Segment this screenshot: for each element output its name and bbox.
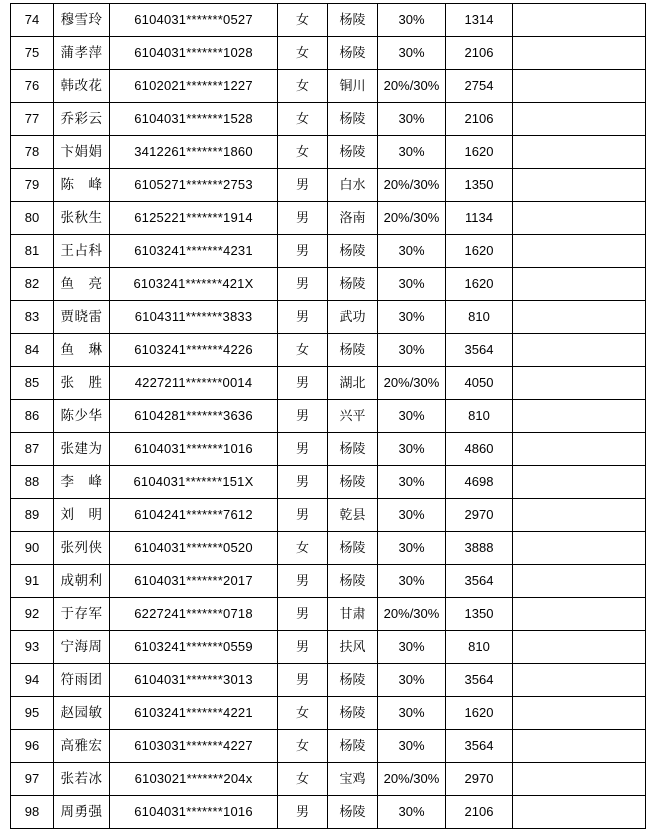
- cell-name: 乔彩云: [54, 103, 110, 136]
- cell-region: 白水: [328, 169, 378, 202]
- table-row: [11, 70, 646, 103]
- cell-region: 扶风: [328, 631, 378, 664]
- cell-amount: 1620: [446, 697, 513, 730]
- table-row: [11, 169, 646, 202]
- table-row: [11, 664, 646, 697]
- table-row: [11, 631, 646, 664]
- cell-region: 宝鸡: [328, 763, 378, 796]
- table-row: [11, 730, 646, 763]
- cell-name: 鱼 琳: [54, 334, 110, 367]
- cell-region: 杨陵: [328, 730, 378, 763]
- cell-region: 湖北: [328, 367, 378, 400]
- cell-name: 张 胜: [54, 367, 110, 400]
- cell-amount: 1620: [446, 136, 513, 169]
- cell-id: 6104031*******3013: [110, 664, 278, 697]
- cell-gender: 男: [278, 631, 328, 664]
- cell-id: 6103241*******4221: [110, 697, 278, 730]
- cell-id: 6105271*******2753: [110, 169, 278, 202]
- cell-id: 3412261*******1860: [110, 136, 278, 169]
- cell-name: 成朝利: [54, 565, 110, 598]
- table-row: [11, 466, 646, 499]
- cell-amount: 3564: [446, 334, 513, 367]
- cell-amount: 2970: [446, 763, 513, 796]
- cell-rate: 20%/30%: [378, 70, 446, 103]
- cell-gender: 女: [278, 4, 328, 37]
- cell-name: 韩改花: [54, 70, 110, 103]
- cell-name: 张若冰: [54, 763, 110, 796]
- cell-region: 乾县: [328, 499, 378, 532]
- cell-no: 94: [11, 664, 54, 697]
- cell-name: 穆雪玲: [54, 4, 110, 37]
- cell-name: 张列侠: [54, 532, 110, 565]
- cell-region: 洛南: [328, 202, 378, 235]
- cell-region: 杨陵: [328, 697, 378, 730]
- cell-region: 杨陵: [328, 4, 378, 37]
- table-row: [11, 301, 646, 334]
- cell-gender: 女: [278, 334, 328, 367]
- cell-gender: 女: [278, 136, 328, 169]
- cell-id: 6227241*******0718: [110, 598, 278, 631]
- cell-id: 6125221*******1914: [110, 202, 278, 235]
- cell-region: 杨陵: [328, 136, 378, 169]
- cell-region: 杨陵: [328, 334, 378, 367]
- cell-rate: 20%/30%: [378, 367, 446, 400]
- cell-id: 6104241*******7612: [110, 499, 278, 532]
- cell-id: 6102021*******1227: [110, 70, 278, 103]
- cell-name: 蒲孝萍: [54, 37, 110, 70]
- cell-amount: 810: [446, 400, 513, 433]
- cell-rate: 30%: [378, 103, 446, 136]
- cell-blank: [513, 334, 646, 367]
- cell-amount: 2106: [446, 37, 513, 70]
- cell-id: 6103031*******4227: [110, 730, 278, 763]
- table-row: [11, 4, 646, 37]
- cell-amount: 2106: [446, 103, 513, 136]
- cell-rate: 30%: [378, 37, 446, 70]
- cell-blank: [513, 367, 646, 400]
- cell-amount: 2754: [446, 70, 513, 103]
- cell-no: 90: [11, 532, 54, 565]
- table-row: [11, 37, 646, 70]
- cell-rate: 30%: [378, 796, 446, 829]
- table-row: [11, 499, 646, 532]
- cell-gender: 男: [278, 466, 328, 499]
- cell-rate: 30%: [378, 565, 446, 598]
- cell-rate: 20%/30%: [378, 763, 446, 796]
- cell-no: 91: [11, 565, 54, 598]
- cell-gender: 男: [278, 235, 328, 268]
- cell-amount: 1350: [446, 169, 513, 202]
- cell-rate: 30%: [378, 301, 446, 334]
- cell-amount: 3564: [446, 565, 513, 598]
- cell-gender: 男: [278, 796, 328, 829]
- cell-blank: [513, 70, 646, 103]
- cell-region: 杨陵: [328, 37, 378, 70]
- table-row: [11, 763, 646, 796]
- cell-name: 高雅宏: [54, 730, 110, 763]
- cell-amount: 1620: [446, 235, 513, 268]
- cell-no: 89: [11, 499, 54, 532]
- cell-gender: 男: [278, 202, 328, 235]
- cell-rate: 30%: [378, 697, 446, 730]
- cell-name: 王占科: [54, 235, 110, 268]
- cell-region: 兴平: [328, 400, 378, 433]
- cell-amount: 1350: [446, 598, 513, 631]
- cell-name: 贾晓雷: [54, 301, 110, 334]
- cell-gender: 女: [278, 532, 328, 565]
- cell-rate: 30%: [378, 499, 446, 532]
- table-row: [11, 565, 646, 598]
- cell-id: 4227211*******0014: [110, 367, 278, 400]
- cell-no: 95: [11, 697, 54, 730]
- cell-name: 陈少华: [54, 400, 110, 433]
- cell-amount: 810: [446, 301, 513, 334]
- cell-region: 杨陵: [328, 565, 378, 598]
- cell-blank: [513, 235, 646, 268]
- cell-name: 刘 明: [54, 499, 110, 532]
- cell-name: 张秋生: [54, 202, 110, 235]
- cell-blank: [513, 268, 646, 301]
- cell-rate: 30%: [378, 334, 446, 367]
- cell-amount: 3564: [446, 664, 513, 697]
- cell-blank: [513, 4, 646, 37]
- cell-gender: 女: [278, 730, 328, 763]
- cell-region: 杨陵: [328, 268, 378, 301]
- cell-no: 88: [11, 466, 54, 499]
- cell-name: 赵园敏: [54, 697, 110, 730]
- cell-gender: 男: [278, 565, 328, 598]
- cell-rate: 30%: [378, 235, 446, 268]
- cell-id: 6104031*******0520: [110, 532, 278, 565]
- cell-id: 6104031*******1016: [110, 433, 278, 466]
- cell-no: 78: [11, 136, 54, 169]
- cell-id: 6103021*******204x: [110, 763, 278, 796]
- cell-rate: 30%: [378, 268, 446, 301]
- cell-amount: 1314: [446, 4, 513, 37]
- cell-no: 81: [11, 235, 54, 268]
- cell-id: 6103241*******4226: [110, 334, 278, 367]
- cell-rate: 20%/30%: [378, 202, 446, 235]
- table-row: [11, 202, 646, 235]
- cell-rate: 30%: [378, 136, 446, 169]
- cell-name: 鱼 亮: [54, 268, 110, 301]
- cell-gender: 男: [278, 400, 328, 433]
- cell-rate: 30%: [378, 532, 446, 565]
- cell-id: 6104031*******2017: [110, 565, 278, 598]
- cell-blank: [513, 796, 646, 829]
- cell-name: 张建为: [54, 433, 110, 466]
- cell-no: 92: [11, 598, 54, 631]
- table-row: [11, 334, 646, 367]
- cell-no: 86: [11, 400, 54, 433]
- table-row: [11, 532, 646, 565]
- cell-name: 陈 峰: [54, 169, 110, 202]
- cell-id: 6104311*******3833: [110, 301, 278, 334]
- cell-gender: 女: [278, 697, 328, 730]
- cell-no: 83: [11, 301, 54, 334]
- cell-gender: 男: [278, 598, 328, 631]
- cell-no: 75: [11, 37, 54, 70]
- cell-id: 6104031*******1016: [110, 796, 278, 829]
- cell-id: 6104031*******1028: [110, 37, 278, 70]
- cell-blank: [513, 202, 646, 235]
- cell-no: 84: [11, 334, 54, 367]
- cell-no: 74: [11, 4, 54, 37]
- cell-rate: 30%: [378, 730, 446, 763]
- cell-rate: 30%: [378, 631, 446, 664]
- cell-no: 85: [11, 367, 54, 400]
- cell-region: 杨陵: [328, 433, 378, 466]
- table-row: [11, 235, 646, 268]
- cell-blank: [513, 301, 646, 334]
- table-row: [11, 367, 646, 400]
- cell-region: 杨陵: [328, 466, 378, 499]
- cell-gender: 女: [278, 37, 328, 70]
- cell-region: 甘肃: [328, 598, 378, 631]
- cell-rate: 30%: [378, 4, 446, 37]
- cell-no: 93: [11, 631, 54, 664]
- cell-gender: 女: [278, 103, 328, 136]
- cell-gender: 男: [278, 433, 328, 466]
- cell-blank: [513, 169, 646, 202]
- cell-name: 李 峰: [54, 466, 110, 499]
- cell-rate: 30%: [378, 400, 446, 433]
- cell-amount: 4698: [446, 466, 513, 499]
- cell-name: 符雨团: [54, 664, 110, 697]
- cell-region: 杨陵: [328, 664, 378, 697]
- cell-gender: 女: [278, 70, 328, 103]
- cell-no: 79: [11, 169, 54, 202]
- cell-blank: [513, 499, 646, 532]
- cell-no: 96: [11, 730, 54, 763]
- cell-id: 6104031*******0527: [110, 4, 278, 37]
- cell-blank: [513, 763, 646, 796]
- cell-region: 武功: [328, 301, 378, 334]
- roster-table-body: [11, 4, 646, 829]
- cell-amount: 2970: [446, 499, 513, 532]
- cell-rate: 30%: [378, 433, 446, 466]
- cell-blank: [513, 697, 646, 730]
- cell-blank: [513, 565, 646, 598]
- cell-amount: 2106: [446, 796, 513, 829]
- cell-blank: [513, 103, 646, 136]
- cell-rate: 20%/30%: [378, 169, 446, 202]
- cell-amount: 4050: [446, 367, 513, 400]
- cell-region: 铜川: [328, 70, 378, 103]
- cell-gender: 男: [278, 301, 328, 334]
- cell-id: 6104281*******3636: [110, 400, 278, 433]
- cell-gender: 男: [278, 169, 328, 202]
- cell-no: 77: [11, 103, 54, 136]
- cell-no: 76: [11, 70, 54, 103]
- cell-blank: [513, 598, 646, 631]
- cell-blank: [513, 664, 646, 697]
- cell-gender: 男: [278, 664, 328, 697]
- table-row: [11, 598, 646, 631]
- table-row: [11, 400, 646, 433]
- cell-amount: 1134: [446, 202, 513, 235]
- cell-amount: 1620: [446, 268, 513, 301]
- cell-blank: [513, 433, 646, 466]
- cell-rate: 30%: [378, 466, 446, 499]
- cell-gender: 男: [278, 367, 328, 400]
- cell-name: 宁海周: [54, 631, 110, 664]
- cell-blank: [513, 730, 646, 763]
- cell-no: 82: [11, 268, 54, 301]
- cell-gender: 女: [278, 763, 328, 796]
- cell-id: 6104031*******151X: [110, 466, 278, 499]
- cell-no: 80: [11, 202, 54, 235]
- cell-blank: [513, 400, 646, 433]
- cell-blank: [513, 532, 646, 565]
- table-row: [11, 136, 646, 169]
- cell-region: 杨陵: [328, 796, 378, 829]
- cell-id: 6103241*******0559: [110, 631, 278, 664]
- table-row: [11, 796, 646, 829]
- cell-id: 6104031*******1528: [110, 103, 278, 136]
- cell-blank: [513, 631, 646, 664]
- cell-gender: 男: [278, 268, 328, 301]
- cell-amount: 4860: [446, 433, 513, 466]
- table-row: [11, 697, 646, 730]
- roster-table: [10, 3, 646, 829]
- cell-no: 97: [11, 763, 54, 796]
- cell-amount: 3564: [446, 730, 513, 763]
- cell-blank: [513, 466, 646, 499]
- cell-no: 87: [11, 433, 54, 466]
- table-row: [11, 103, 646, 136]
- cell-name: 于存军: [54, 598, 110, 631]
- table-row: [11, 268, 646, 301]
- cell-amount: 810: [446, 631, 513, 664]
- cell-rate: 30%: [378, 664, 446, 697]
- cell-gender: 男: [278, 499, 328, 532]
- cell-name: 周勇强: [54, 796, 110, 829]
- cell-region: 杨陵: [328, 103, 378, 136]
- table-row: [11, 433, 646, 466]
- cell-no: 98: [11, 796, 54, 829]
- cell-region: 杨陵: [328, 532, 378, 565]
- cell-blank: [513, 136, 646, 169]
- cell-region: 杨陵: [328, 235, 378, 268]
- cell-amount: 3888: [446, 532, 513, 565]
- cell-name: 卞娟娟: [54, 136, 110, 169]
- cell-blank: [513, 37, 646, 70]
- cell-rate: 20%/30%: [378, 598, 446, 631]
- cell-id: 6103241*******421X: [110, 268, 278, 301]
- cell-id: 6103241*******4231: [110, 235, 278, 268]
